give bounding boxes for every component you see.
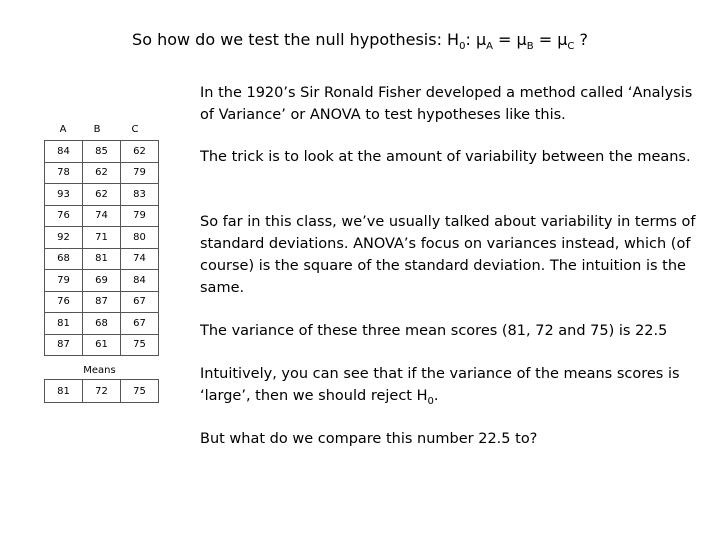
- table-cell: 71: [83, 227, 121, 249]
- mean-b: 72: [83, 380, 121, 403]
- table-cell: 83: [121, 184, 159, 206]
- table-row: [45, 184, 159, 206]
- table-cell: 87: [83, 291, 121, 313]
- table-cell: 79: [45, 270, 83, 292]
- table-row: [45, 227, 159, 249]
- table-cell: 79: [121, 162, 159, 184]
- scores-table: [44, 140, 159, 356]
- table-cell: 92: [45, 227, 83, 249]
- table-cell: 61: [83, 334, 121, 356]
- table-row: [45, 313, 159, 335]
- page-title: So how do we test the null hypothesis: $H_0$: $\mu_A = \mu_B = \mu_C$ ?: [132, 30, 588, 53]
- table-cell: 68: [45, 248, 83, 270]
- table-cell: 85: [83, 141, 121, 163]
- table-cell: 78: [45, 162, 83, 184]
- column-header-c: C: [131, 124, 139, 135]
- table-row: [45, 248, 159, 270]
- table-cell: 84: [45, 141, 83, 163]
- means-table: [44, 379, 159, 403]
- table-cell: 62: [83, 184, 121, 206]
- table-cell: 69: [83, 270, 121, 292]
- table-cell: 74: [121, 248, 159, 270]
- table-cell: 76: [45, 291, 83, 313]
- means-row: [45, 380, 159, 403]
- table-cell: 76: [45, 205, 83, 227]
- table-row: [45, 205, 159, 227]
- table-cell: 62: [121, 141, 159, 163]
- table-cell: 67: [121, 313, 159, 335]
- table-cell: 67: [121, 291, 159, 313]
- means-label: Means: [83, 365, 116, 376]
- table-row: [45, 141, 159, 163]
- paragraph-trick: The trick is to look at the amount of variability between the means.: [200, 149, 691, 165]
- table-cell: 62: [83, 162, 121, 184]
- table-cell: 84: [121, 270, 159, 292]
- mean-a: 81: [45, 380, 83, 403]
- column-header-a: A: [59, 124, 67, 135]
- table-cell: 68: [83, 313, 121, 335]
- table-cell: 93: [45, 184, 83, 206]
- table-cell: 79: [121, 205, 159, 227]
- table-cell: 74: [83, 205, 121, 227]
- table-row: [45, 291, 159, 313]
- table-cell: 75: [121, 334, 159, 356]
- paragraph-fisher: In the 1920’s Sir Ronald Fisher developed a method called ‘Analysis of Variance’ or ANOVA to test hypotheses like this.: [200, 85, 693, 123]
- paragraph-variability: So far in this class, we’ve usually talked about variability in terms of standard deviations. ANOVA’s focus on variances instead, which (of course) is the square of the standard deviation. The intuition is the same.: [200, 214, 696, 296]
- paragraph-variance-value: The variance of these three mean scores (81, 72 and 75) is 22.5: [200, 323, 668, 339]
- mean-c: 75: [121, 380, 159, 403]
- table-row: [45, 334, 159, 356]
- column-header-b: B: [93, 124, 101, 135]
- table-cell: 87: [45, 334, 83, 356]
- paragraph-question: But what do we compare this number 22.5 to?: [200, 431, 538, 447]
- table-row: [45, 270, 159, 292]
- table-cell: 81: [83, 248, 121, 270]
- table-cell: 80: [121, 227, 159, 249]
- table-cell: 81: [45, 313, 83, 335]
- table-row: [45, 162, 159, 184]
- paragraph-intuition: Intuitively, you can see that if the variance of the means scores is ‘large’, then we should reject $H_0$.: [200, 366, 680, 407]
